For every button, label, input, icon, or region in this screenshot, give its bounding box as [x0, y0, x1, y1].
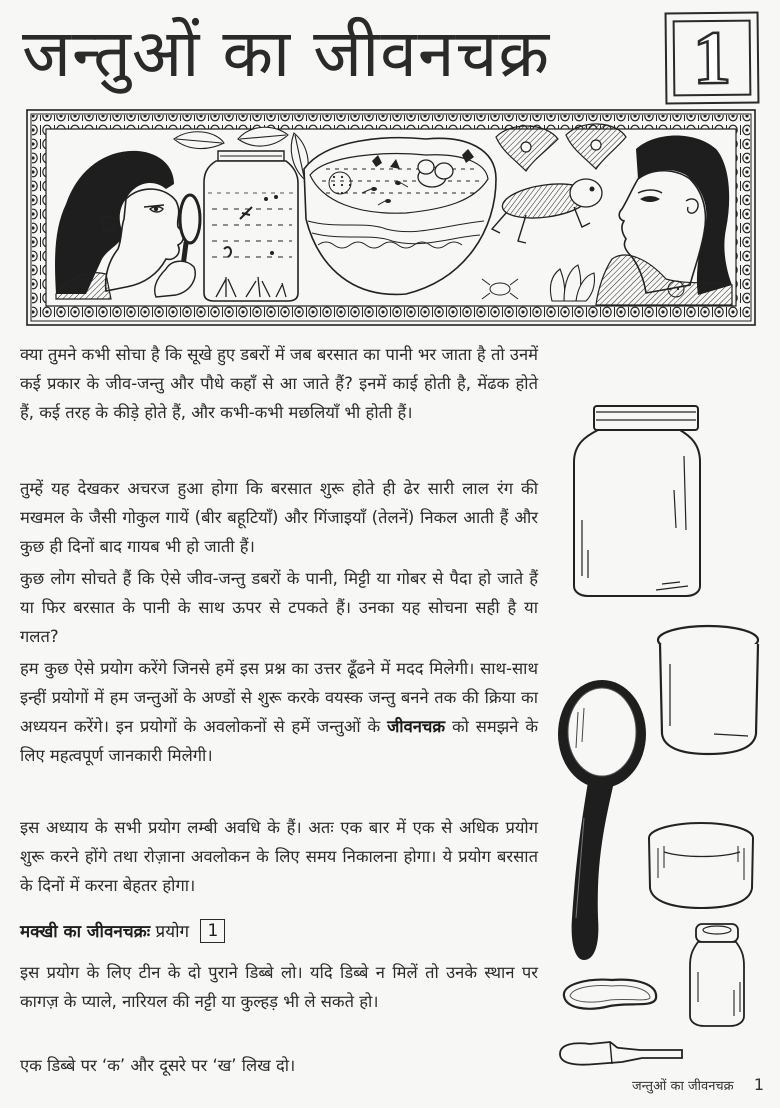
jar-with-creatures	[204, 151, 298, 301]
paragraph-1: क्या तुमने कभी सोचा है कि सूखे हुए डबरों में जब बरसात का पानी भर जाता है तो उनमें कई प्रकार के जीव-जन्तु और पौधे कहाँ से आ जाते हैं? इनमें काई होती है, मेंढक होते हैं, कई तरह के कीड़े होते हैं, और कभी-कभी मछलियाँ भी होती हैं।	[20, 345, 538, 422]
section-heading-title: मक्खी का जीवनचक्रः	[20, 922, 151, 942]
page-number: 1	[753, 1075, 764, 1094]
paragraph-3: कुछ लोग सोचते हैं कि ऐसे जीव-जन्तु डबरों के पानी, मिट्टी या गोबर से पैदा हो जाते हैं या फिर बरसात के पानी के साथ ऊपर से टपकते हैं। उनका यह सोचना सही है या गलत?	[20, 569, 538, 646]
chapter-number-box	[665, 12, 760, 105]
paragraph-4-text-before: हम कुछ ऐसे प्रयोग करेंगे जिनसे हमें इस प्रश्न का उत्तर ढूँढने में मदद मिलेगी। साथ-साथ इन्हीं प्रयोगों में हम जन्तुओं के अण्डों से शुरू करके वयस्क जन्तु बनने तक की क्रिया का अध्ययन करेंगे। इन प्रयोगों के अवलोकनों से हमें जन्तुओं के	[20, 659, 538, 736]
section-paragraph-2: एक डिब्बे पर ‘क’ और दूसरे पर ‘ख’ लिख दो।	[20, 1056, 296, 1075]
beaker-illustration	[652, 622, 768, 760]
banner-illustration	[26, 109, 756, 326]
chapter-number: 1	[692, 15, 732, 101]
paragraph-2: तुम्हें यह देखकर अचरज हुआ होगा कि बरसात शुरू होते ही ढेर सारी लाल रंग की मखमल के जैसी गोकुल गायें (बीर बहूटियाँ) और गिंजाइयाँ (तेलनें) निकल आती हैं और कुछ ही दिनों बाद गायब भी हो जाती हैं।	[20, 479, 538, 556]
section-heading	[20, 918, 225, 946]
section-paragraph-1: इस प्रयोग के लिए टीन के दो पुराने डिब्बे लो। यदि डिब्बे न मिलें तो उनके स्थान पर कागज़ के प्याले, नारियल की नट्टी या कुल्हड़ भी ले सकते हो।	[20, 963, 538, 1011]
paragraph-5: इस अध्याय के सभी प्रयोग लम्बी अवधि के हैं। अतः एक बार में एक से अधिक प्रयोग शुरू करने होंगे तथा रोज़ाना अवलोकन के लिए समय निकालना होगा। ये प्रयोग बरसात के दिनों में करना बेहतर होगा।	[20, 818, 538, 895]
tin-ring-illustration	[644, 818, 758, 912]
small-vial-illustration	[686, 922, 750, 1028]
paragraph-4	[20, 654, 538, 770]
paragraph-4-bold-term: जीवनचक्र	[387, 717, 446, 736]
experiment-number-box: 1	[200, 919, 225, 943]
rubber-band-illustration	[558, 972, 662, 1014]
page-footer	[632, 1075, 764, 1094]
paragraph-4-text-after: को समझने के लिए महत्वपूर्ण जानकारी मिलेगी।	[20, 717, 538, 765]
footer-running-title: जन्तुओं का जीवनचक्र	[632, 1079, 734, 1094]
chapter-number-box-inner	[673, 15, 752, 101]
dropper-illustration	[556, 1036, 686, 1070]
page-title: जन्तुओं का जीवनचक्र	[22, 15, 551, 92]
glass-jar-illustration	[556, 400, 706, 600]
section-heading-label: प्रयोग	[155, 922, 190, 942]
